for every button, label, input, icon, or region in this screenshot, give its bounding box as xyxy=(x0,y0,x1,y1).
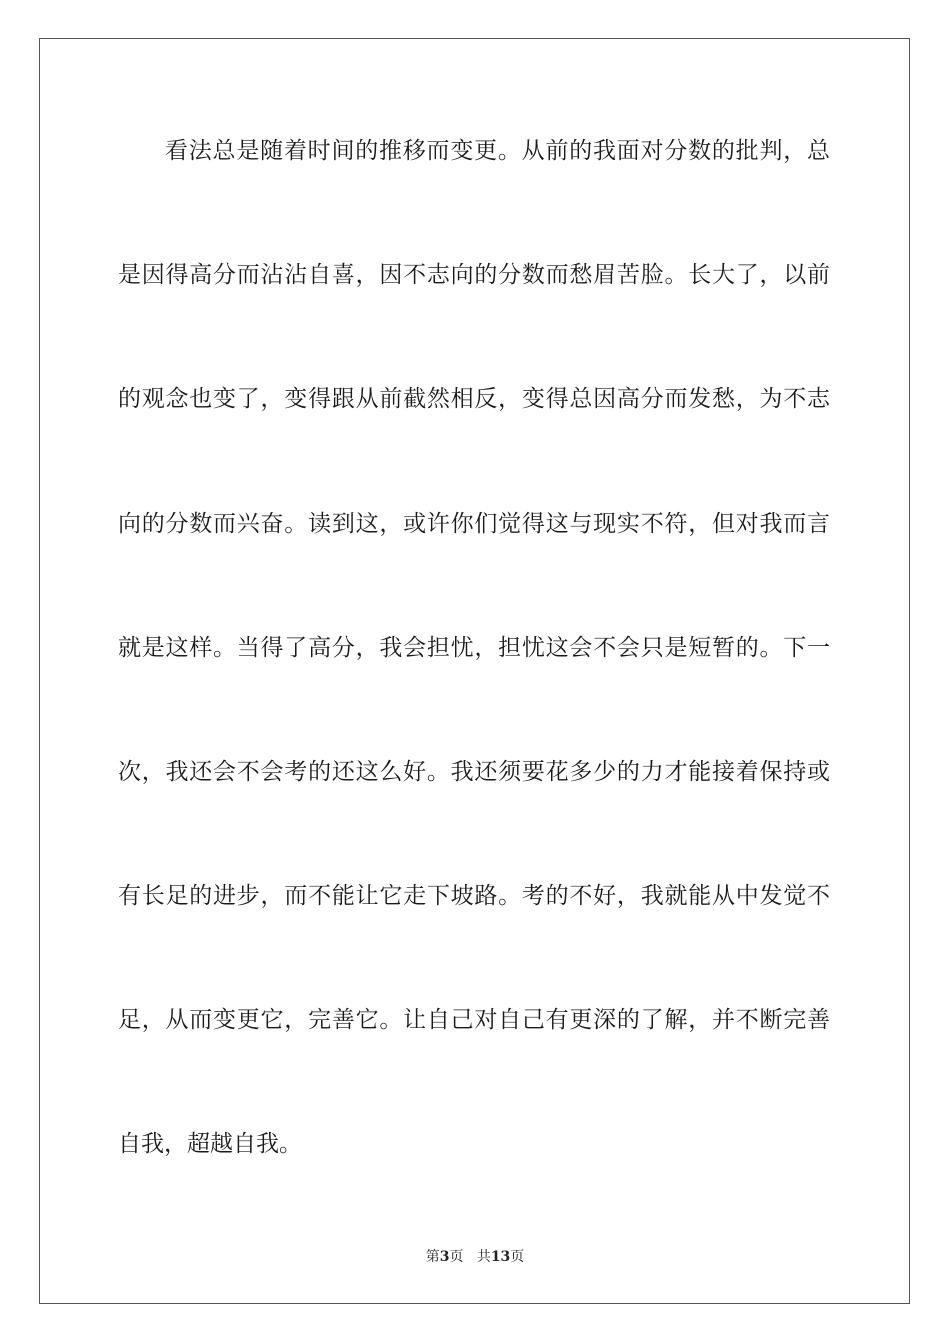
paragraph-line-4: 向的分数而兴奋。读到这，或许你们觉得这与现实不符，但对我而言 xyxy=(118,511,830,537)
total-suffix: 页 xyxy=(510,1249,525,1265)
paragraph-line-3: 的观念也变了，变得跟从前截然相反，变得总因高分而发愁，为不志 xyxy=(118,386,830,412)
page-border xyxy=(39,38,910,1304)
paragraph-line-9: 自我，超越自我。 xyxy=(118,1131,302,1157)
paragraph-line-1: 看法总是随着时间的推移而变更。从前的我面对分数的批判，总 xyxy=(165,138,830,164)
total-prefix: 共 xyxy=(476,1249,491,1265)
paragraph-line-2: 是因得高分而沾沾自喜，因不志向的分数而愁眉苦脸。长大了，以前 xyxy=(118,262,830,288)
paragraph-line-8: 足，从而变更它，完善它。让自己对自己有更深的了解，并不断完善 xyxy=(118,1007,830,1033)
paragraph-line-7: 有长足的进步，而不能让它走下坡路。考的不好，我就能从中发觉不 xyxy=(118,883,830,909)
page-number: 3 xyxy=(439,1249,450,1265)
total-pages: 13 xyxy=(490,1249,511,1265)
page-prefix: 第 xyxy=(425,1249,440,1265)
page-footer xyxy=(0,1248,950,1266)
paragraph-line-6: 次，我还会不会考的还这么好。我还须要花多少的力才能接着保持或 xyxy=(118,759,830,785)
paragraph-line-5: 就是这样。当得了高分，我会担忧，担忧这会不会只是短暂的。下一 xyxy=(118,635,830,661)
page-suffix: 页 xyxy=(449,1249,464,1265)
